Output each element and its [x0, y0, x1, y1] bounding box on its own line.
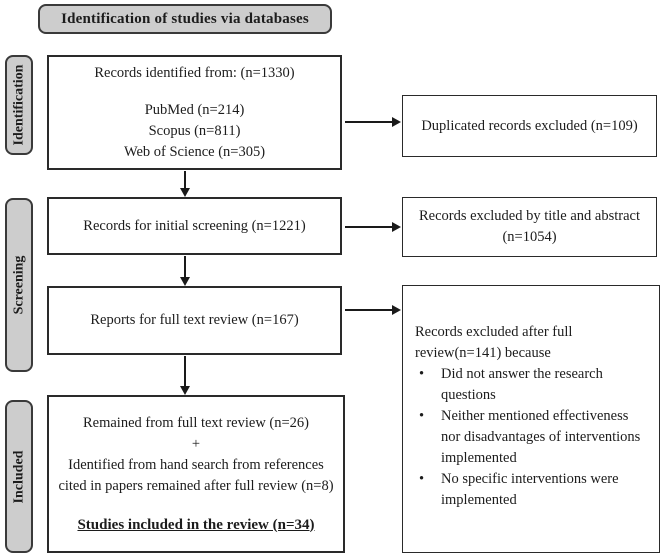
bullet-icon: •: [419, 408, 425, 424]
initial-screening-label: Records for initial screening (n=1221): [83, 217, 306, 234]
arrow-down-to-screening: [184, 171, 186, 189]
title-banner: [38, 4, 332, 34]
full-review-bullet-3: [415, 469, 651, 511]
box-duplicates-excluded: [402, 95, 657, 157]
duplicates-excluded-label: Duplicated records excluded (n=109): [421, 117, 638, 134]
bullet-icon: •: [419, 366, 425, 382]
full-review-bullet-2-text: Neither mentioned effectiveness nor disadvantages of interventions implemented: [441, 408, 641, 466]
included-line1: Remained from full text review (n=26): [82, 414, 309, 431]
stage-screening-label: Screening: [11, 255, 27, 315]
source-pubmed: PubMed (n=214): [144, 101, 245, 118]
full-review-bullet-3-text: No specific interventions were implemented: [441, 471, 619, 508]
full-text-review-label: Reports for full text review (n=167): [90, 312, 299, 328]
stage-included-label: Included: [11, 450, 27, 503]
arrow-right-title-abstract: [345, 226, 393, 228]
box-records-identified: [47, 55, 342, 170]
title-banner-label: Identification of studies via databases: [61, 10, 309, 27]
box-title-abstract-excluded: [402, 197, 657, 257]
source-scopus: Scopus (n=811): [148, 122, 241, 139]
stage-screening: [5, 198, 33, 372]
full-review-intro: Records excluded after full review(n=141) because: [415, 324, 573, 361]
arrow-right-duplicates: [345, 121, 393, 123]
full-review-bullet-1: [415, 364, 651, 406]
source-web-of-science: Web of Science (n=305): [123, 143, 266, 160]
full-review-bullet-2: [415, 406, 651, 469]
included-plus: +: [191, 435, 201, 452]
title-abstract-line2: (n=1054): [502, 229, 557, 245]
box-full-review-excluded: [402, 285, 660, 553]
title-abstract-line1: Records excluded by title and abstract: [418, 208, 641, 224]
bullet-icon: •: [419, 471, 425, 487]
stage-included: [5, 400, 33, 553]
box-full-text-review: [47, 286, 342, 355]
stage-identification-label: Identification: [11, 64, 27, 146]
box-initial-screening: [47, 197, 342, 255]
records-identified-sources: [124, 100, 265, 163]
arrow-down-to-included: [184, 356, 186, 387]
arrow-down-to-full-text: [184, 256, 186, 278]
records-identified-line: Records identified from: (n=1330): [94, 64, 295, 81]
box-included-studies: [47, 395, 345, 553]
included-line2: Identified from hand search from references cited in papers remained after full review (n=8): [58, 456, 334, 494]
full-review-bullet-1-text: Did not answer the research questions: [441, 366, 603, 403]
arrow-right-full-review: [345, 309, 393, 311]
stage-identification: [5, 55, 33, 155]
included-final: Studies included in the review (n=34): [77, 516, 315, 533]
